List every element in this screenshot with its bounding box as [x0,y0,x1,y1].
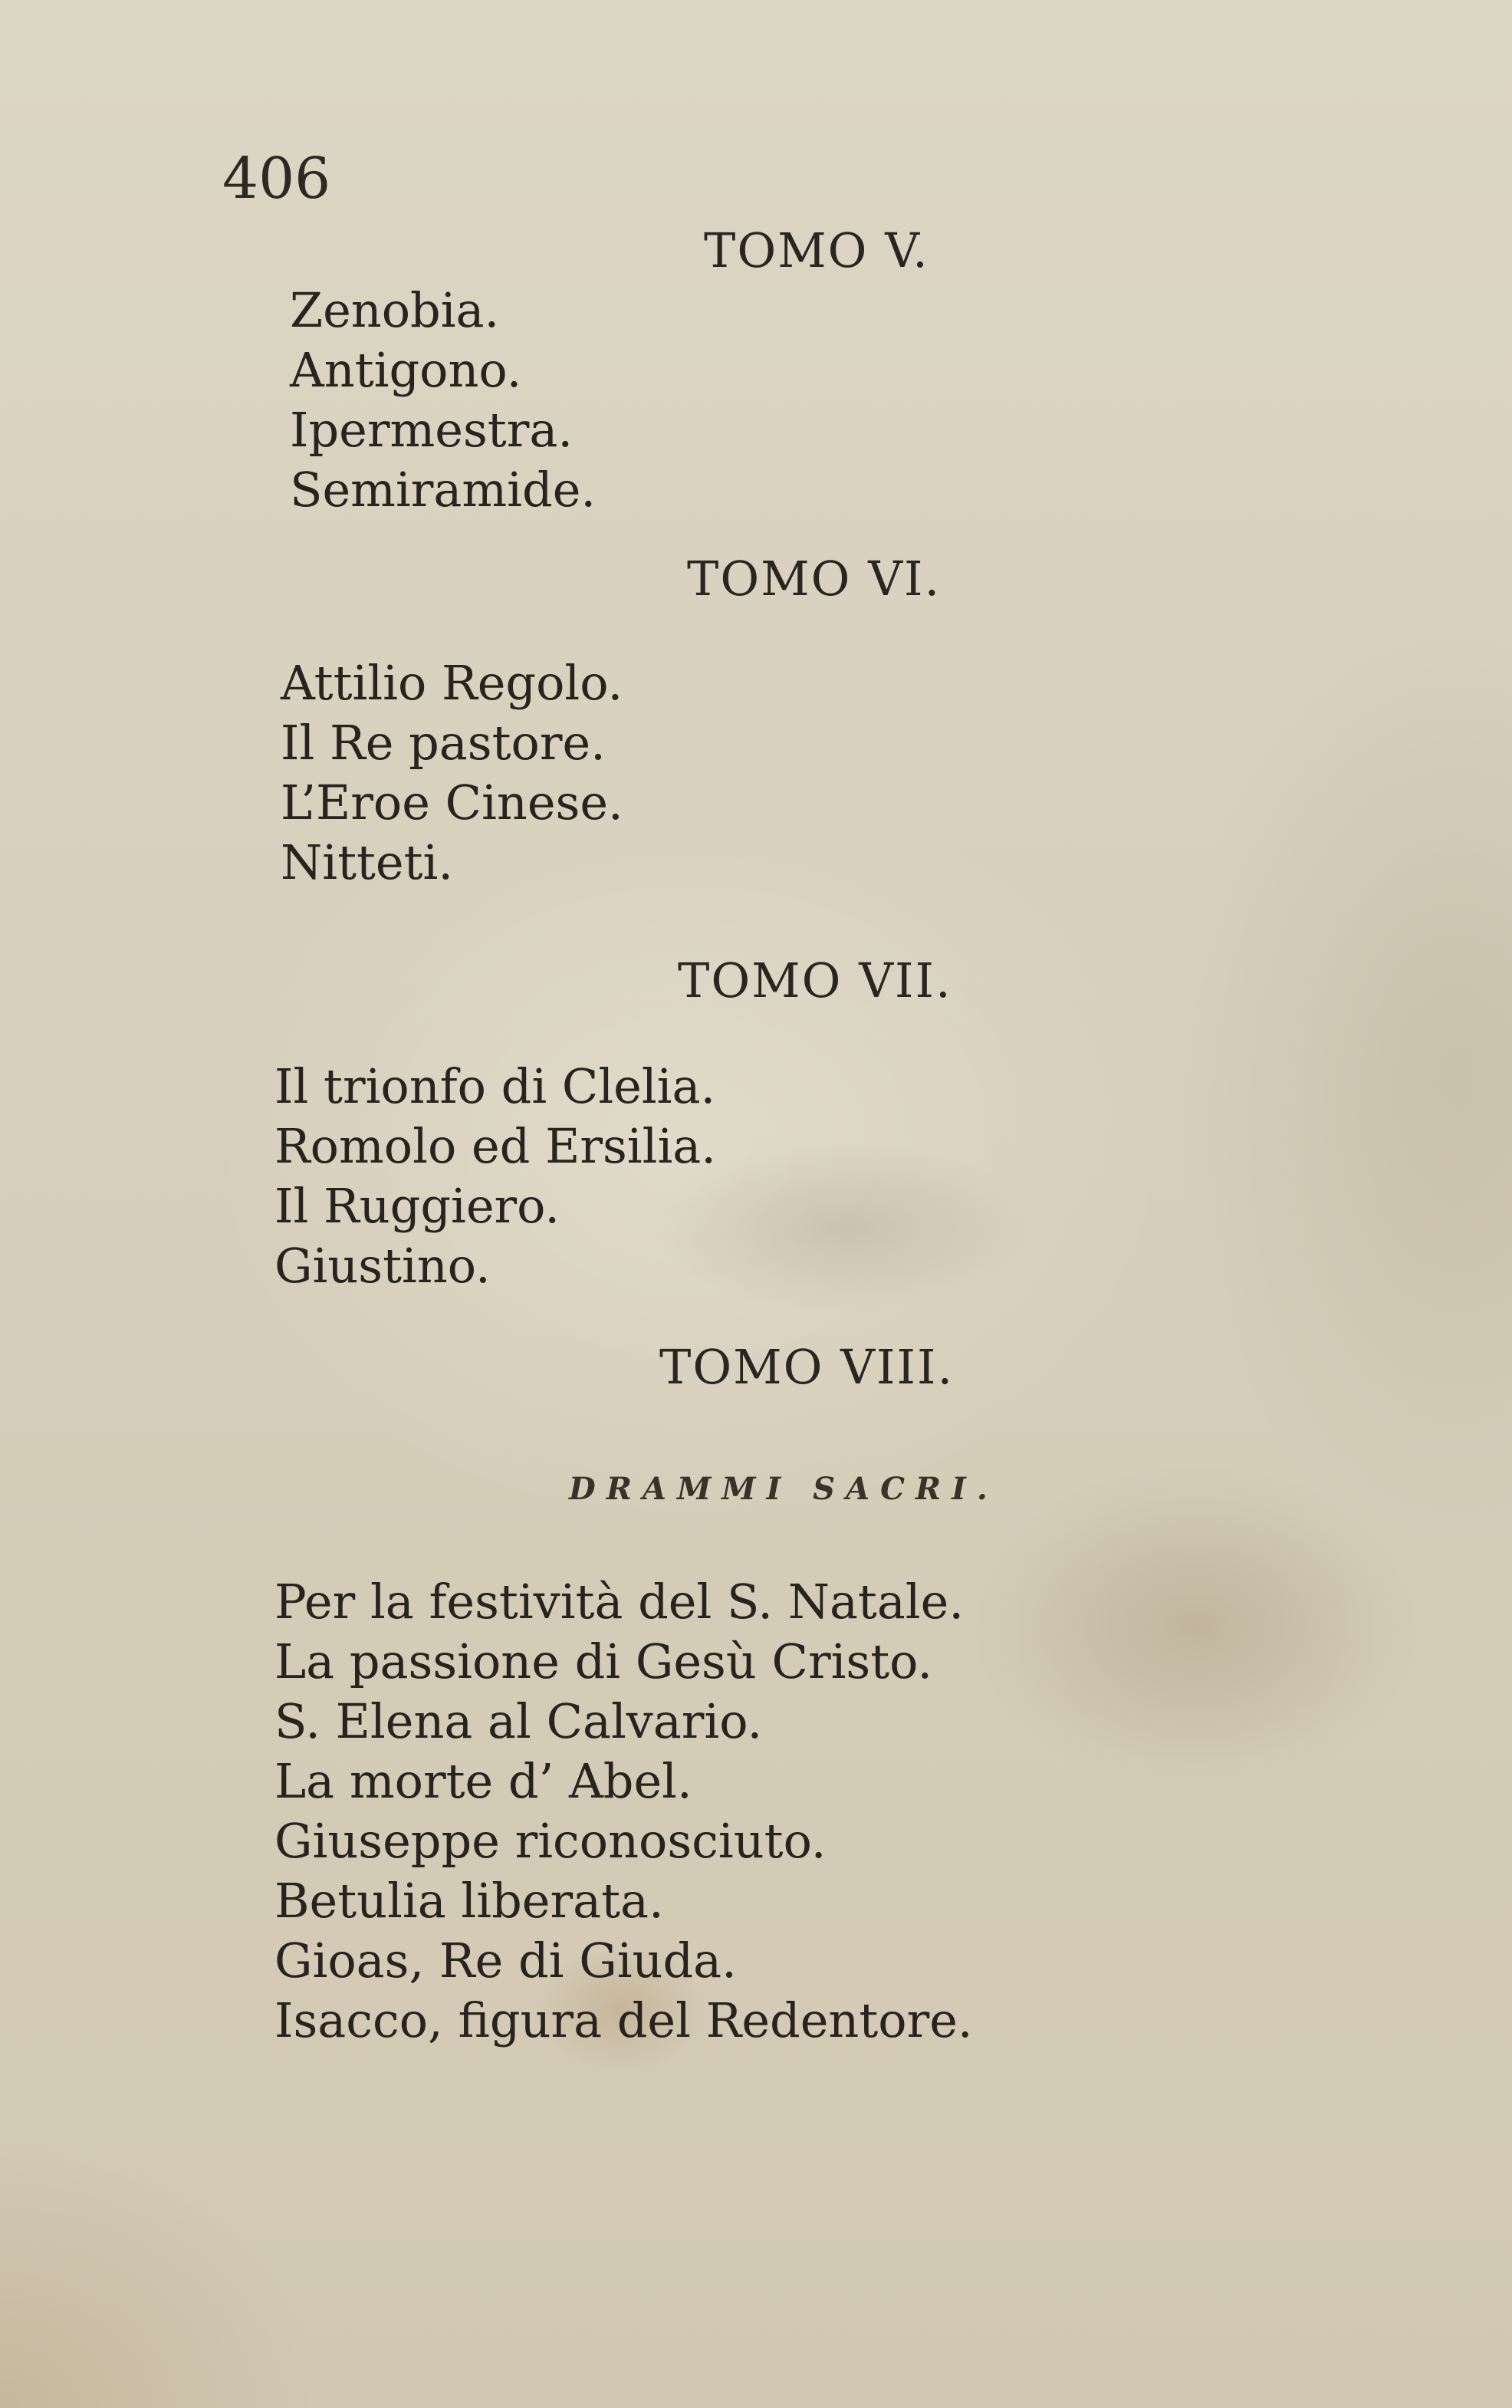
list-item: Nitteti. [281,834,454,890]
section-heading-tomo-v: TOMO V. [704,222,929,278]
section-heading-tomo-viii: TOMO VIII. [659,1339,955,1395]
list-item: La passione di Gesù Cristo. [274,1633,933,1689]
section-subheading-drammi-sacri: DRAMMI SACRI. [569,1471,998,1507]
page-number: 406 [222,146,331,212]
list-item: Isacco, figura del Redentore. [274,1992,973,2048]
list-item: Zenobia. [290,282,500,338]
list-item: Semiramide. [290,462,597,518]
list-item: Romolo ed Ersilia. [274,1118,716,1174]
section-heading-tomo-vii: TOMO VII. [678,952,952,1008]
list-item: Giustino. [274,1238,491,1294]
list-item: Attilio Regolo. [281,655,623,711]
section-list-tomo-vi [281,653,623,893]
section-list-tomo-viii [274,1572,973,2051]
section-list-tomo-vii [274,1057,716,1296]
list-item: Il Ruggiero. [274,1178,560,1234]
list-item: L’Eroe Cinese. [281,775,623,831]
list-item: La morte d’ Abel. [274,1753,692,1809]
list-item: Ipermestra. [290,402,574,458]
list-item: S. Elena al Calvario. [274,1693,763,1749]
list-item: Per la festività del S. Natale. [274,1574,965,1630]
list-item: Il Re pastore. [281,715,606,771]
section-list-tomo-v [290,281,596,520]
list-item: Giuseppe riconosciuto. [274,1813,827,1869]
list-item: Gioas, Re di Giuda. [274,1933,737,1989]
list-item: Il trionfo di Clelia. [274,1058,716,1114]
section-heading-tomo-vi: TOMO VI. [687,551,942,607]
list-item: Antigono. [290,342,522,398]
list-item: Betulia liberata. [274,1873,664,1929]
